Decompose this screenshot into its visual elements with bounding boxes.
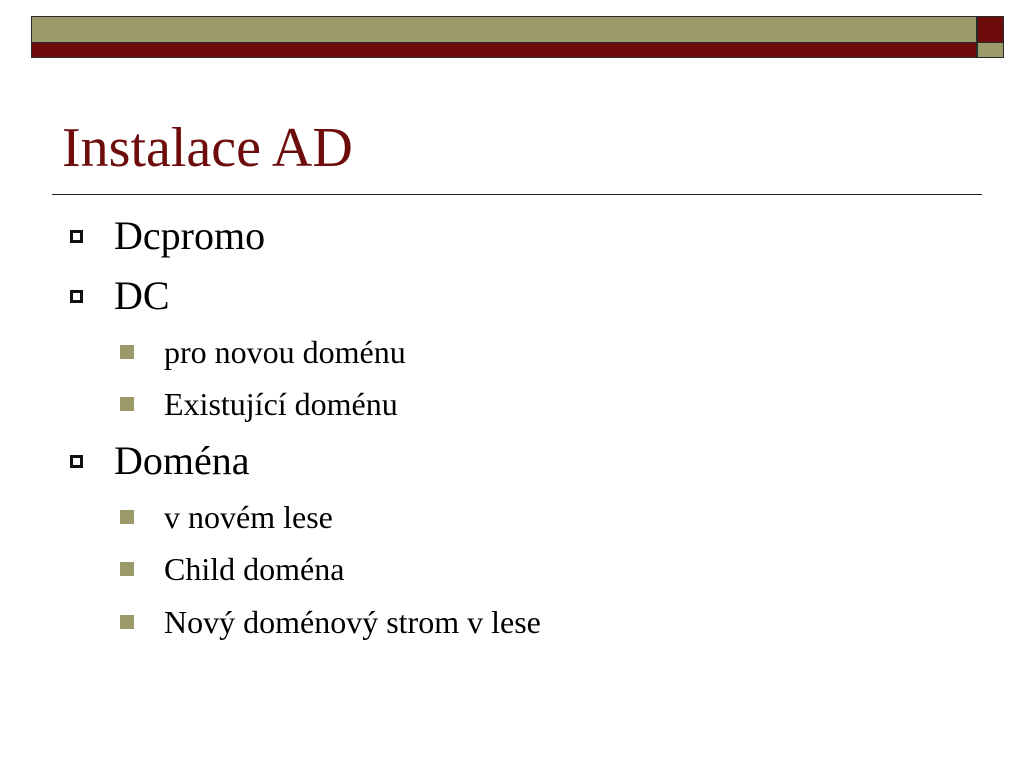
sub-bullet-item: v novém lese <box>164 499 333 535</box>
bullet-item: DC <box>114 273 170 318</box>
filled-square-bullet-icon <box>120 510 134 524</box>
filled-square-bullet-icon <box>120 345 134 359</box>
filled-square-bullet-icon <box>120 615 134 629</box>
sub-bullet-item: pro novou doménu <box>164 334 406 370</box>
filled-square-bullet-icon <box>120 397 134 411</box>
hollow-square-bullet-icon <box>70 455 83 468</box>
slide-title: Instalace AD <box>62 117 353 179</box>
bullet-item: Doména <box>114 438 250 483</box>
hollow-square-bullet-icon <box>70 290 83 303</box>
sub-bullet-item: Nový doménový strom v lese <box>164 604 541 640</box>
bullet-item: Dcpromo <box>114 213 266 258</box>
hollow-square-bullet-icon <box>70 230 83 243</box>
filled-square-bullet-icon <box>120 562 134 576</box>
sub-bullet-item: Child doména <box>164 551 345 587</box>
sub-bullet-item: Existující doménu <box>164 386 398 422</box>
